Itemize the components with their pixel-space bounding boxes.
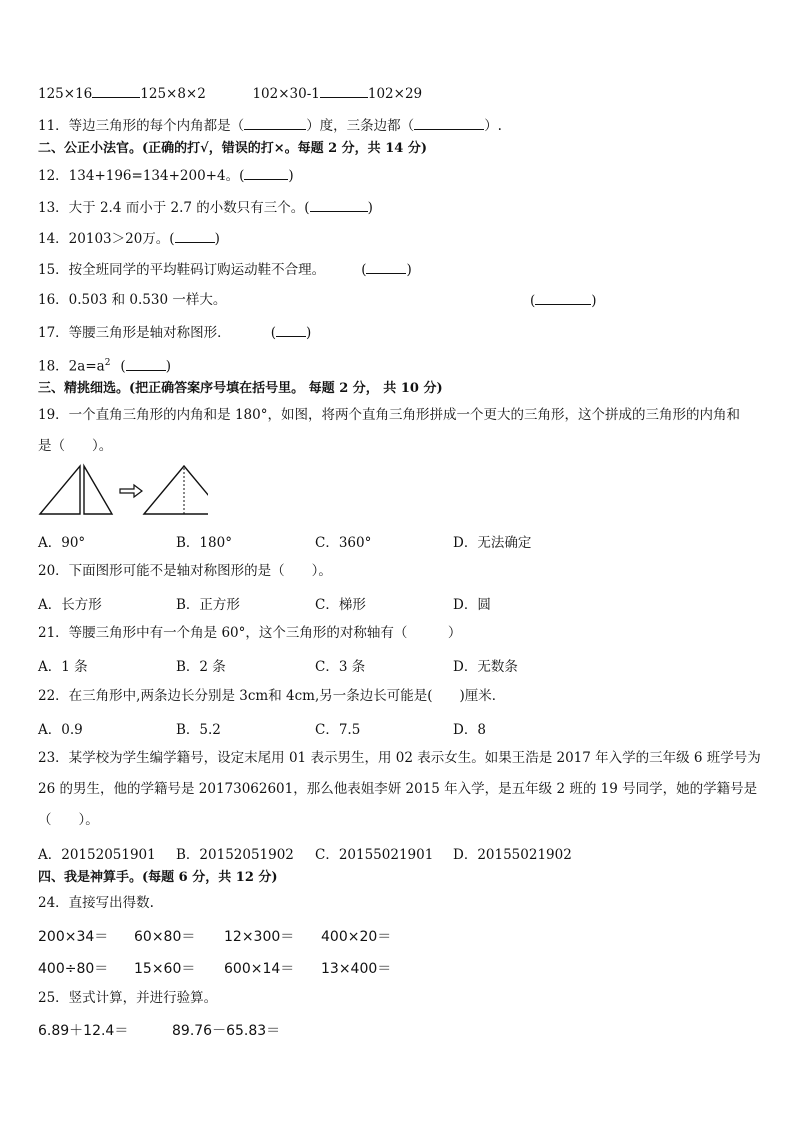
q19-line2: 是（ ）。 — [38, 438, 113, 454]
question-16 — [38, 291, 226, 309]
q13-close: ) — [367, 200, 373, 216]
q14-blank[interactable] — [175, 229, 215, 243]
q11-blank2[interactable] — [414, 116, 484, 130]
q18-open: ( — [120, 358, 126, 375]
q12-close: ) — [288, 168, 294, 184]
compare-a-right: 125×8×2 — [140, 86, 206, 102]
q20-option-b[interactable]: B．正方形 — [176, 597, 240, 613]
q15-text: 15．按全班同学的平均鞋码订购运动鞋不合理。 — [38, 262, 326, 278]
q17-text: 17．等腰三角形是轴对称图形． — [38, 325, 231, 341]
q13-text: 13．大于 2.4 而小于 2.7 的小数只有三个。( — [38, 200, 310, 216]
q19-option-a[interactable]: A．90° — [38, 535, 86, 551]
compare-a-blank[interactable] — [92, 84, 140, 98]
question-21: 21．等腰三角形中有一个角是 60°，这个三角形的对称轴有（ ） — [38, 625, 462, 641]
q21-option-b[interactable]: B．2 条 — [176, 659, 226, 675]
question-22: 22．在三角形中,两条边长分别是 3cm和 4cm,另一条边长可能是( )厘米． — [38, 688, 506, 704]
q17-close: ) — [305, 325, 312, 341]
q13-blank[interactable] — [310, 198, 368, 212]
q18-text: 18．2a=a — [38, 358, 105, 375]
question-17 — [38, 323, 311, 342]
q24-item: 15×60＝ — [134, 961, 196, 977]
question-25: 25．竖式计算，并进行验算。 — [38, 990, 218, 1006]
compare-b-left: 102×30-1 — [252, 86, 320, 102]
question-12 — [38, 166, 294, 185]
q16-text: 16．0.503 和 0.530 一样大。 — [38, 292, 227, 308]
q15-close: ) — [406, 262, 412, 278]
q23-line2: 26 的男生，他的学籍号是 20173062601，那么他表姐李妍 2015 年入学，是五年级 2 班的 19 号同学，她的学籍号是 — [38, 781, 758, 797]
q17-open: ( — [270, 325, 276, 341]
compare-b-blank[interactable] — [320, 84, 368, 98]
q24-item: 200×34＝ — [38, 929, 109, 945]
triangles-figure — [38, 462, 208, 518]
q18-blank[interactable] — [126, 357, 166, 371]
q24-item: 13×400＝ — [321, 961, 392, 977]
q19-option-b[interactable]: B．180° — [176, 535, 232, 551]
q12-text: 12．134+196=134+200+4。( — [38, 168, 245, 184]
q18-exponent: 2 — [104, 358, 111, 368]
q11-blank1[interactable] — [244, 116, 306, 130]
q24-item: 60×80＝ — [134, 929, 196, 945]
combined-triangle — [144, 466, 208, 514]
compare-a-left: 125×16 — [38, 86, 93, 102]
question-13 — [38, 198, 373, 217]
q25-item: 89.76－65.83＝ — [172, 1023, 281, 1039]
q23-option-d[interactable]: D．20155021902 — [453, 847, 572, 863]
q23-line1: 23．某学校为学生编学籍号，设定末尾用 01 表示男生，用 02 表示女生。如果王浩是 2017 年入学的三年级 6 班学号为 — [38, 750, 761, 766]
right-triangle-1 — [40, 466, 80, 514]
question-18 — [38, 354, 171, 376]
q24-item: 600×14＝ — [224, 961, 295, 977]
q11-part1: 11．等边三角形的每个内角都是（ — [38, 118, 245, 134]
question-24: 24．直接写出得数. — [38, 895, 154, 911]
q11-part3: ）. — [484, 118, 502, 134]
q24-item: 400÷80＝ — [38, 961, 109, 977]
q16-answer — [530, 291, 597, 310]
q12-blank[interactable] — [244, 166, 288, 180]
q23-option-c[interactable]: C．20155021901 — [315, 847, 434, 863]
q17-blank[interactable] — [276, 323, 306, 337]
q19-option-c[interactable]: C．360° — [315, 535, 372, 551]
q18-close: ) — [165, 358, 171, 375]
q16-close: ) — [591, 293, 597, 309]
q19-line1: 19．一个直角三角形的内角和是 180°，如图，将两个直角三角形拼成一个更大的三角形，这个拼成的三角形的内角和 — [38, 407, 740, 423]
q15-open: ( — [361, 262, 367, 278]
q23-line3: （ ）。 — [38, 812, 99, 828]
question-15 — [38, 260, 412, 279]
q20-option-d[interactable]: D．圆 — [453, 597, 491, 613]
compare-row — [38, 84, 422, 103]
q15-blank[interactable] — [366, 260, 406, 274]
section-4-heading: 四、我是神算手。(每题 6 分，共 12 分) — [38, 870, 278, 885]
q14-text: 14．20103＞20万。( — [38, 231, 175, 247]
q16-open: ( — [530, 293, 536, 309]
q14-close: ) — [214, 231, 220, 247]
question-20: 20．下面图形可能不是轴对称图形的是（ ）。 — [38, 563, 332, 579]
q19-option-d[interactable]: D．无法确定 — [453, 535, 532, 551]
question-14 — [38, 229, 220, 248]
q23-option-b[interactable]: B．20152051902 — [176, 847, 294, 863]
q22-option-a[interactable]: A．0.9 — [38, 722, 83, 738]
q20-option-c[interactable]: C．梯形 — [315, 597, 366, 613]
q24-item: 400×20＝ — [321, 929, 392, 945]
q25-item: 6.89＋12.4＝ — [38, 1023, 129, 1039]
q11-part2: ）度，三条边都（ — [306, 118, 415, 134]
q21-option-d[interactable]: D．无数条 — [453, 659, 518, 675]
section-2-heading: 二、公正小法官。(正确的打√，错误的打×。每题 2 分，共 14 分) — [38, 141, 427, 156]
q22-option-d[interactable]: D．8 — [453, 722, 486, 738]
right-triangle-2 — [84, 466, 112, 514]
question-11 — [38, 116, 502, 135]
q23-option-a[interactable]: A．20152051901 — [38, 847, 156, 863]
q21-option-c[interactable]: C．3 条 — [315, 659, 366, 675]
q24-item: 12×300＝ — [224, 929, 295, 945]
q22-option-c[interactable]: C．7.5 — [315, 722, 361, 738]
q21-option-a[interactable]: A．1 条 — [38, 659, 88, 675]
compare-b-right: 102×29 — [367, 86, 423, 102]
q20-option-a[interactable]: A．长方形 — [38, 597, 102, 613]
section-3-heading: 三、精挑细选。(把正确答案序号填在括号里。 每题 2 分， 共 10 分) — [38, 381, 443, 396]
arrow-right-icon — [120, 485, 142, 497]
q16-blank[interactable] — [535, 291, 591, 305]
q22-option-b[interactable]: B．5.2 — [176, 722, 221, 738]
